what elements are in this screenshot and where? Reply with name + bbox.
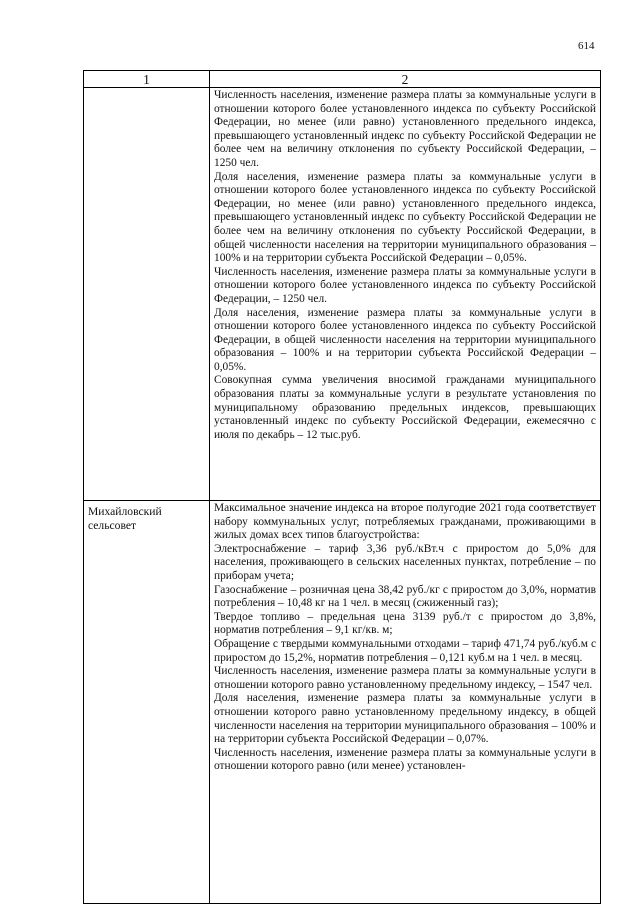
indicator-paragraph: Численность населения, изменение размера платы за коммунальные услуги в отношении которого более установленного индекса по субъекту Российской Федерации, но менее (или равно) установленного предельного индекса, превышающего установленный индекс по субъекту Российской Федерации не более чем на величину отклонения по субъекту Российской Федерации, – 1250 чел.	[214, 89, 596, 169]
indicator-paragraph: Газоснабжение – розничная цена 38,42 руб./кг с приростом до 3,0%, норматив потребления – 10,48 кг на 1 чел. в месяц (сжиженный газ);	[214, 583, 596, 610]
page-number: 614	[578, 40, 595, 52]
region-cell	[84, 501, 210, 904]
indicators-cell	[210, 501, 601, 904]
indicator-paragraph: Доля населения, изменение размера платы за коммунальные услуги в отношении которого более установленного индекса по субъекту Российской Федерации, в общей численности населения на территории муниципального образования – 100% и на территории субъекта Российской Федерации – 0,05%.	[214, 306, 596, 373]
indicator-paragraph: Доля населения, изменение размера платы за коммунальные услуги в отношении которого более установленного индекса по субъекту Российской Федерации, но менее (или равно) установленного предельного индекса, превышающего установленный индекс по субъекту Российской Федерации не более чем на величину отклонения по субъекту Российской Федерации, в общей численности населения на территории муниципального образования – 100% и на территории субъекта Российской Федерации – 0,05%.	[214, 170, 596, 265]
indicator-paragraph: Численность населения, изменение размера платы за коммунальные услуги в отношении которого равно установленному предельному индексу, – 1547 чел.	[214, 665, 596, 691]
column-header: 2	[210, 71, 601, 88]
indicator-paragraph: Численность населения, изменение размера платы за коммунальные услуги в отношении которого более установленного индекса по субъекту Российской Федерации, – 1250 чел.	[214, 265, 596, 305]
indicators-cell	[210, 88, 601, 501]
indicator-paragraph: Максимальное значение индекса на второе полугодие 2021 года соответствует набору коммунальных услуг, потребляемых гражданами, проживающими в жилых домах всех типов благоустройства:	[214, 502, 596, 542]
table-header-row	[84, 71, 601, 88]
column-header: 1	[84, 71, 210, 88]
region-name	[88, 89, 205, 92]
region-name: Михайловский сельсовет	[88, 505, 162, 532]
table-row	[84, 88, 601, 501]
indicator-paragraph: Совокупная сумма увеличения вносимой гражданами муниципального образования платы за коммунальные услуги в результате установления по муниципальному образованию предельных индексов, превышающих установленный индекс по субъекту Российской Федерации, ежемесячно с июля по декабрь – 12 тыс.руб.	[214, 374, 596, 441]
indicator-paragraph: Обращение с твердыми коммунальными отходами – тариф 471,74 руб./куб.м с приростом до 15,2%, норматив потребления – 0,121 куб.м на 1 чел. в месяц.	[214, 637, 596, 664]
indicator-paragraph: Доля населения, изменение размера платы за коммунальные услуги в отношении которого равно установленному предельному индексу, в общей численности населения на территории муниципального образования – 100% и на территории субъекта Российской Федерации – 0,07%.	[214, 692, 596, 746]
region-cell	[84, 88, 210, 501]
table-row	[84, 501, 601, 904]
tariff-table	[83, 70, 601, 904]
indicator-paragraph: Твердое топливо – предельная цена 3139 руб./т с приростом до 3,8%, норматив потребления – 9,1 кг/кв. м;	[214, 610, 596, 637]
indicator-paragraph: Численность населения, изменение размера платы за коммунальные услуги в отношении которого равно (или менее) установлен-	[214, 746, 596, 773]
indicator-paragraph: Электроснабжение – тариф 3,36 руб./кВт.ч с приростом до 5,0% для населения, проживающего в сельских населенных пунктах, потребление – по приборам учета;	[214, 542, 596, 582]
